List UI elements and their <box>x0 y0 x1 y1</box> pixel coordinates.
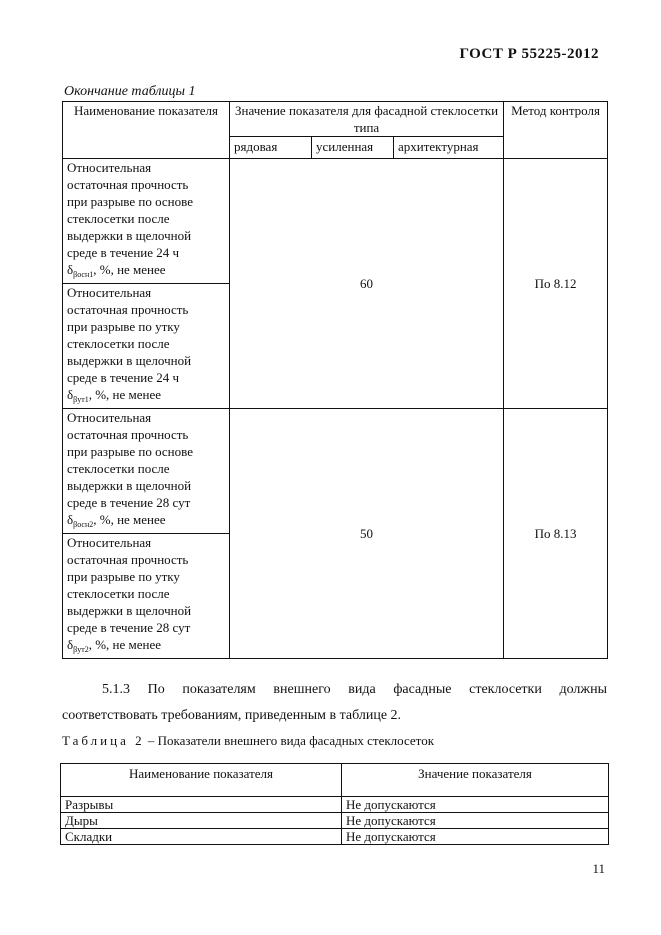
table2-value-cell: Не допускаются <box>342 797 609 813</box>
table2-header-row <box>61 764 609 797</box>
table2-value-cell: Не допускаются <box>342 813 609 829</box>
indicator-line: выдержки в щелочной <box>67 603 192 618</box>
table2-value-cell: Не допускаются <box>342 829 609 845</box>
indicator-line: среде в течение 28 сут <box>67 620 191 635</box>
indicator-symbol-line: $\delta_{\beta ут1}$, %, не менее <box>67 387 162 404</box>
indicator-symbol-line: $\delta_{\beta осн2}$, %, не менее <box>67 512 166 529</box>
table1-row <box>63 159 608 284</box>
indicator-line: при разрыве по утку <box>67 569 180 584</box>
indicator-line: Относительная <box>67 535 152 550</box>
paragraph-5-1-3: 5.1.3 По показателям внешнего вида фасадные стеклосетки должны соответствовать требованиям, приведенным в таблице 2. <box>62 682 607 723</box>
table2-caption-text: – Показатели внешнего вида фасадных стеклосеток <box>144 733 435 748</box>
indicator-line: остаточная прочность <box>67 427 189 442</box>
indicator-line: стеклосетки после <box>67 211 170 226</box>
indicator-cell <box>63 284 230 409</box>
indicator-line: среде в течение 24 ч <box>67 245 180 260</box>
table1-subcol-ordinary: рядовая <box>230 137 312 159</box>
table1-header-row <box>63 102 608 137</box>
table1-col-method-header: Метод контроля <box>504 102 608 159</box>
indicator-line: остаточная прочность <box>67 302 189 317</box>
indicator-symbol-line: $\delta_{\beta ут2}$, %, не менее <box>67 637 162 654</box>
indicator-line: выдержки в щелочной <box>67 353 192 368</box>
indicator-line: среде в течение 28 сут <box>67 495 191 510</box>
indicator-line: остаточная прочность <box>67 552 189 567</box>
indicator-line: стеклосетки после <box>67 336 170 351</box>
indicator-cell <box>63 159 230 284</box>
table2-col-name-header: Наименование показателя <box>61 764 342 797</box>
indicator-cell <box>63 409 230 534</box>
indicator-line: стеклосетки после <box>67 461 170 476</box>
table2-row <box>61 813 609 829</box>
table2 <box>60 763 609 845</box>
table1-col-name-header: Наименование показателя <box>63 102 230 159</box>
method-cell: По 8.12 <box>504 159 608 409</box>
method-cell: По 8.13 <box>504 409 608 659</box>
value-cell: 50 <box>230 409 504 659</box>
table2-caption-label: Таблица 2 <box>62 733 145 748</box>
table2-row <box>61 797 609 813</box>
table2-name-cell: Разрывы <box>61 797 342 813</box>
table2-name-cell: Складки <box>61 829 342 845</box>
table2-row <box>61 829 609 845</box>
indicator-line: Относительная <box>67 160 152 175</box>
table1-subcol-architectural: архитектурная <box>394 137 504 159</box>
indicator-line: Относительная <box>67 285 152 300</box>
table1-row <box>63 409 608 534</box>
indicator-line: среде в течение 24 ч <box>67 370 180 385</box>
page-number: 11 <box>592 861 605 876</box>
table1 <box>62 101 608 659</box>
indicator-line: остаточная прочность <box>67 177 189 192</box>
table1-caption: Окончание таблицы 1 <box>64 84 196 99</box>
indicator-line: при разрыве по основе <box>67 444 193 459</box>
table2-name-cell: Дыры <box>61 813 342 829</box>
indicator-line: Относительная <box>67 410 152 425</box>
table2-col-value-header: Значение показателя <box>342 764 609 797</box>
table1-col-value-header: Значение показателя для фасадной стеклосетки типа <box>230 102 504 137</box>
indicator-line: при разрыве по утку <box>67 319 180 334</box>
table1-subcol-reinforced: усиленная <box>312 137 394 159</box>
indicator-symbol-line: $\delta_{\beta осн1}$, %, не менее <box>67 262 166 279</box>
indicator-line: выдержки в щелочной <box>67 228 192 243</box>
table2-caption <box>62 733 434 749</box>
indicator-line: выдержки в щелочной <box>67 478 192 493</box>
document-code: ГОСТ Р 55225-2012 <box>459 46 599 62</box>
indicator-line: стеклосетки после <box>67 586 170 601</box>
indicator-cell <box>63 534 230 659</box>
indicator-line: при разрыве по основе <box>67 194 193 209</box>
value-cell: 60 <box>230 159 504 409</box>
